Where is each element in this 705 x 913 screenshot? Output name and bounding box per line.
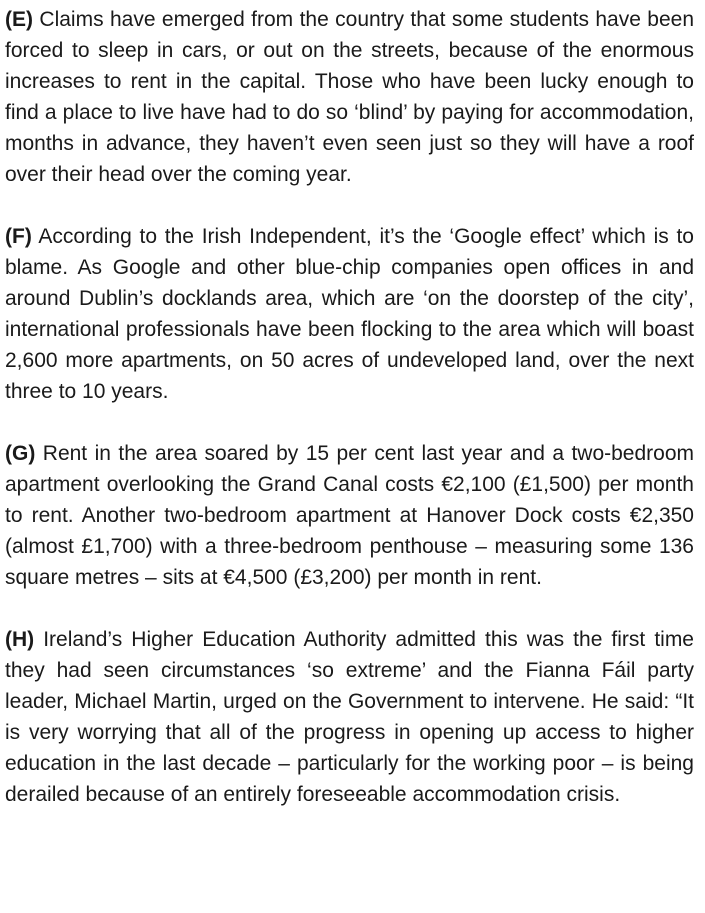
paragraph-label: (H) <box>5 628 35 651</box>
paragraph-label: (G) <box>5 442 36 465</box>
paragraph-label: (F) <box>5 225 32 248</box>
paragraph-text: Claims have emerged from the country that some students have been forced to sleep in cars, or out on the streets, because of the enormous increases to rent in the capital. Those who have been lucky enough to find a place to live have had to do so ‘blind’ by paying for accommodation, months in advance, they haven’t even seen just so they will have a roof over their head over the coming year. <box>5 8 694 186</box>
paragraph-h <box>5 624 694 810</box>
paragraph-e <box>5 4 694 190</box>
paragraph-g <box>5 438 694 593</box>
paragraph-label: (E) <box>5 8 33 31</box>
paragraph-text: Rent in the area soared by 15 per cent last year and a two-bedroom apartment overlooking the Grand Canal costs €2,100 (£1,500) per month to rent. Another two-bedroom apartment at Hanover Dock costs €2,350 (almost £1,700) with a three-bedroom penthouse – measuring some 136 square metres – sits at €4,500 (£3,200) per month in rent. <box>5 442 694 589</box>
paragraph-text: Ireland’s Higher Education Authority admitted this was the first time they had seen circumstances ‘so extreme’ and the Fianna Fáil party leader, Michael Martin, urged on the Government to intervene. He said: “It is very worrying that all of the progress in opening up access to higher education in the last decade – particularly for the working poor – is being derailed because of an entirely foreseeable accommodation crisis. <box>5 628 694 806</box>
paragraph-text: According to the Irish Independent, it’s the ‘Google effect’ which is to blame. As Google and other blue-chip companies open offices in and around Dublin’s docklands area, which are ‘on the doorstep of the city’, international professionals have been flocking to the area which will boast 2,600 more apartments, on 50 acres of undeveloped land, over the next three to 10 years. <box>5 225 694 403</box>
paragraph-f <box>5 221 694 407</box>
article-body <box>5 4 694 810</box>
